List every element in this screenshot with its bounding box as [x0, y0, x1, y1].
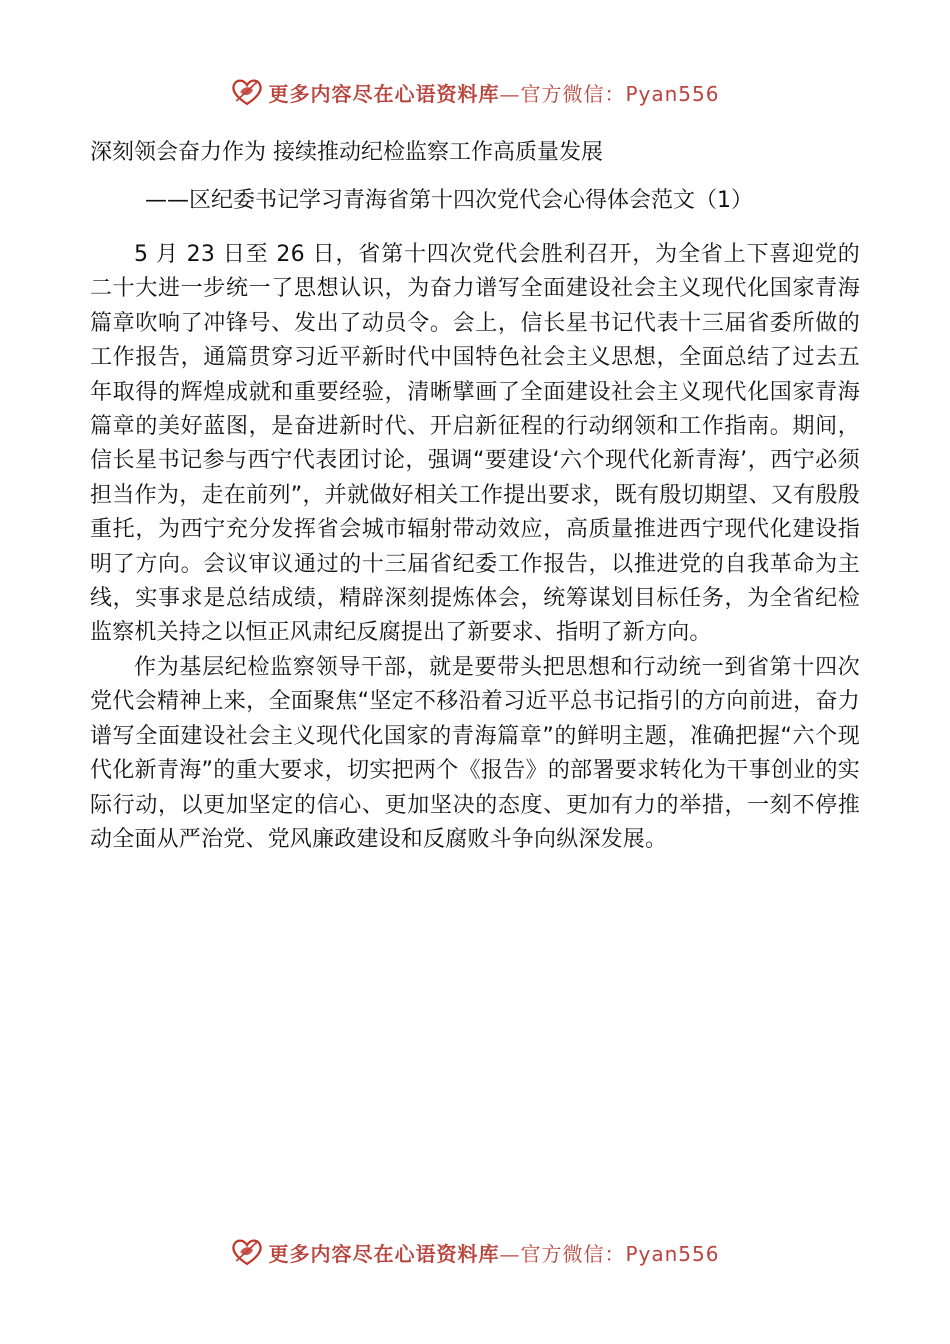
header-separator: — [499, 81, 521, 106]
footer-banner-text [268, 1238, 719, 1267]
header-brand-text: 更多内容尽在心语资料库 [268, 81, 500, 106]
header-banner-text [268, 78, 719, 107]
heart-logo-icon [230, 1235, 264, 1269]
heart-logo-icon [230, 75, 264, 109]
paragraph-1: 5 月 23 日至 26 日，省第十四次党代会胜利召开，为全省上下喜迎党的二十大进一步统一了思想认识，为奋力谱写全面建设社会主义现代化国家青海篇章吹响了冲锋号、发出了动员令。会上，信长星书记代表十三届省委所做的工作报告，通篇贯穿习近平新时代中国特色社会主义思想，全面总结了过去五年取得的辉煌成就和重要经验，清晰擘画了全面建设社会主义现代化国家青海篇章的美好蓝图，是奋进新时代、开启新征程的行动纲领和工作指南。期间，信长星书记参与西宁代表团讨论，强调“要建设‘六个现代化新青海’，西宁必须担当作为，走在前列”，并就做好相关工作提出要求，既有殷切期望、又有殷殷重托，为西宁充分发挥省会城市辐射带动效应，高质量推进西宁现代化建设指明了方向。会议审议通过的十三届省纪委工作报告，以推进党的自我革命为主线，实事求是总结成绩，精辟深刻提炼体会，统筹谋划目标任务，为全省纪检监察机关持之以恒正风肃纪反腐提出了新要求、指明了新方向。 [90, 242, 860, 646]
document-title: 深刻领会奋力作为 接续推动纪检监察工作高质量发展 [90, 140, 603, 165]
footer-account-text: 官方微信：Pyan556 [520, 1241, 720, 1266]
document-body [90, 238, 860, 857]
header-banner [0, 72, 950, 112]
footer-banner [0, 1232, 950, 1272]
footer-brand-text: 更多内容尽在心语资料库 [268, 1241, 500, 1266]
paragraph-2: 作为基层纪检监察领导干部，就是要带头把思想和行动统一到省第十四次党代会精神上来，全面聚焦“坚定不移沿着习近平总书记指引的方向前进，奋力谱写全面建设社会主义现代化国家的青海篇章”的鲜明主题，准确把握“六个现代化新青海”的重大要求，切实把两个《报告》的部署要求转化为干事创业的实际行动，以更加坚定的信心、更加坚决的态度、更加有力的举措，一刻不停推动全面从严治党、党风廉政建设和反腐败斗争向纵深发展。 [90, 654, 860, 852]
document-subtitle: ——区纪委书记学习青海省第十四次党代会心得体会范文（1） [145, 188, 753, 213]
footer-separator: — [499, 1241, 521, 1266]
header-account-text: 官方微信：Pyan556 [520, 81, 720, 106]
